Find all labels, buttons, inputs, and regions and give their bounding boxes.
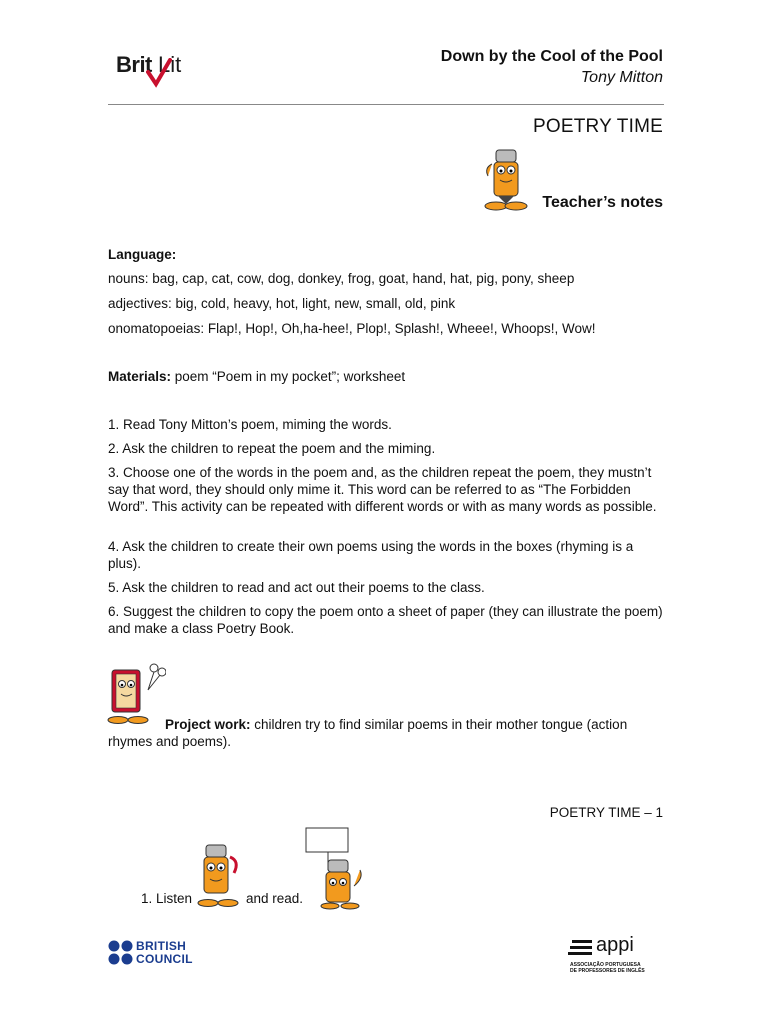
page-label: POETRY TIME – 1 <box>549 805 663 820</box>
british-council-dots-icon <box>108 940 134 966</box>
step-2: 2. Ask the children to repeat the poem and the miming. <box>108 441 436 456</box>
step-3: 3. Choose one of the words in the poem and, as the children repeat the poem, they mustn’t say that word, they should only mime it. This word can be referred to as “The Forbidden Word”. This activity can be repeated with different words or with as many words as possible. <box>108 465 657 514</box>
britlit-logo <box>116 52 186 88</box>
teachers-notes-label: Teacher’s notes <box>542 194 663 211</box>
bc-line-2: COUNCIL <box>136 952 193 966</box>
header-divider <box>108 104 664 105</box>
step-5: 5. Ask the children to read and act out their poems to the class. <box>108 580 485 595</box>
project-work-text: children try to find similar poems in their mother tongue (action rhymes and poems). <box>108 717 628 749</box>
materials-label: Materials: <box>108 369 172 384</box>
logo-brit-text: Brit <box>116 52 152 77</box>
listen-instruction: 1. Listen <box>141 891 193 906</box>
adjectives-line: adjectives: big, cold, heavy, hot, light, new, small, old, pink <box>108 296 456 311</box>
step-4: 4. Ask the children to create their own poems using the words in the boxes (rhyming is a plus). <box>108 539 634 571</box>
british-council-logo <box>108 940 218 970</box>
document-author: Tony Mitton <box>580 69 663 86</box>
logo-lit-text: Lit <box>158 52 182 77</box>
language-label: Language: <box>108 247 177 262</box>
pencil-character-icon <box>482 146 530 212</box>
appi-subtitle-1: ASSOCIAÇÃO PORTUGUESA <box>570 962 641 968</box>
appi-wordmark: appi <box>596 934 634 956</box>
appi-stripes-icon <box>568 938 594 958</box>
sign-holding-pencil-icon <box>302 826 374 912</box>
project-work-paragraph <box>108 716 664 750</box>
materials-text: poem “Poem in my pocket”; worksheet <box>171 369 406 384</box>
and-read-instruction: and read. <box>246 891 304 906</box>
step-1: 1. Read Tony Mitton’s poem, miming the words. <box>108 417 392 432</box>
project-work-label: Project work: <box>165 717 251 732</box>
appi-subtitle-2: DE PROFESSORES DE INGLÊS <box>570 968 645 974</box>
step-6: 6. Suggest the children to copy the poem onto a sheet of paper (they can illustrate the poem) and make a class Poetry Book. <box>108 604 663 636</box>
materials-line <box>108 368 664 385</box>
nouns-line: nouns: bag, cap, cat, cow, dog, donkey, frog, goat, hand, hat, pig, pony, sheep <box>108 271 575 286</box>
onomatopoeias-line: onomatopoeias: Flap!, Hop!, Oh,ha-hee!, Plop!, Splash!, Wheee!, Whoops!, Wow! <box>108 321 596 336</box>
checkmark-icon <box>146 58 172 88</box>
appi-logo <box>568 934 668 984</box>
document-title: Down by the Cool of the Pool <box>440 48 663 65</box>
bc-line-1: BRITISH <box>136 939 187 953</box>
listening-pencil-icon <box>196 843 244 911</box>
section-title: POETRY TIME <box>533 116 663 137</box>
